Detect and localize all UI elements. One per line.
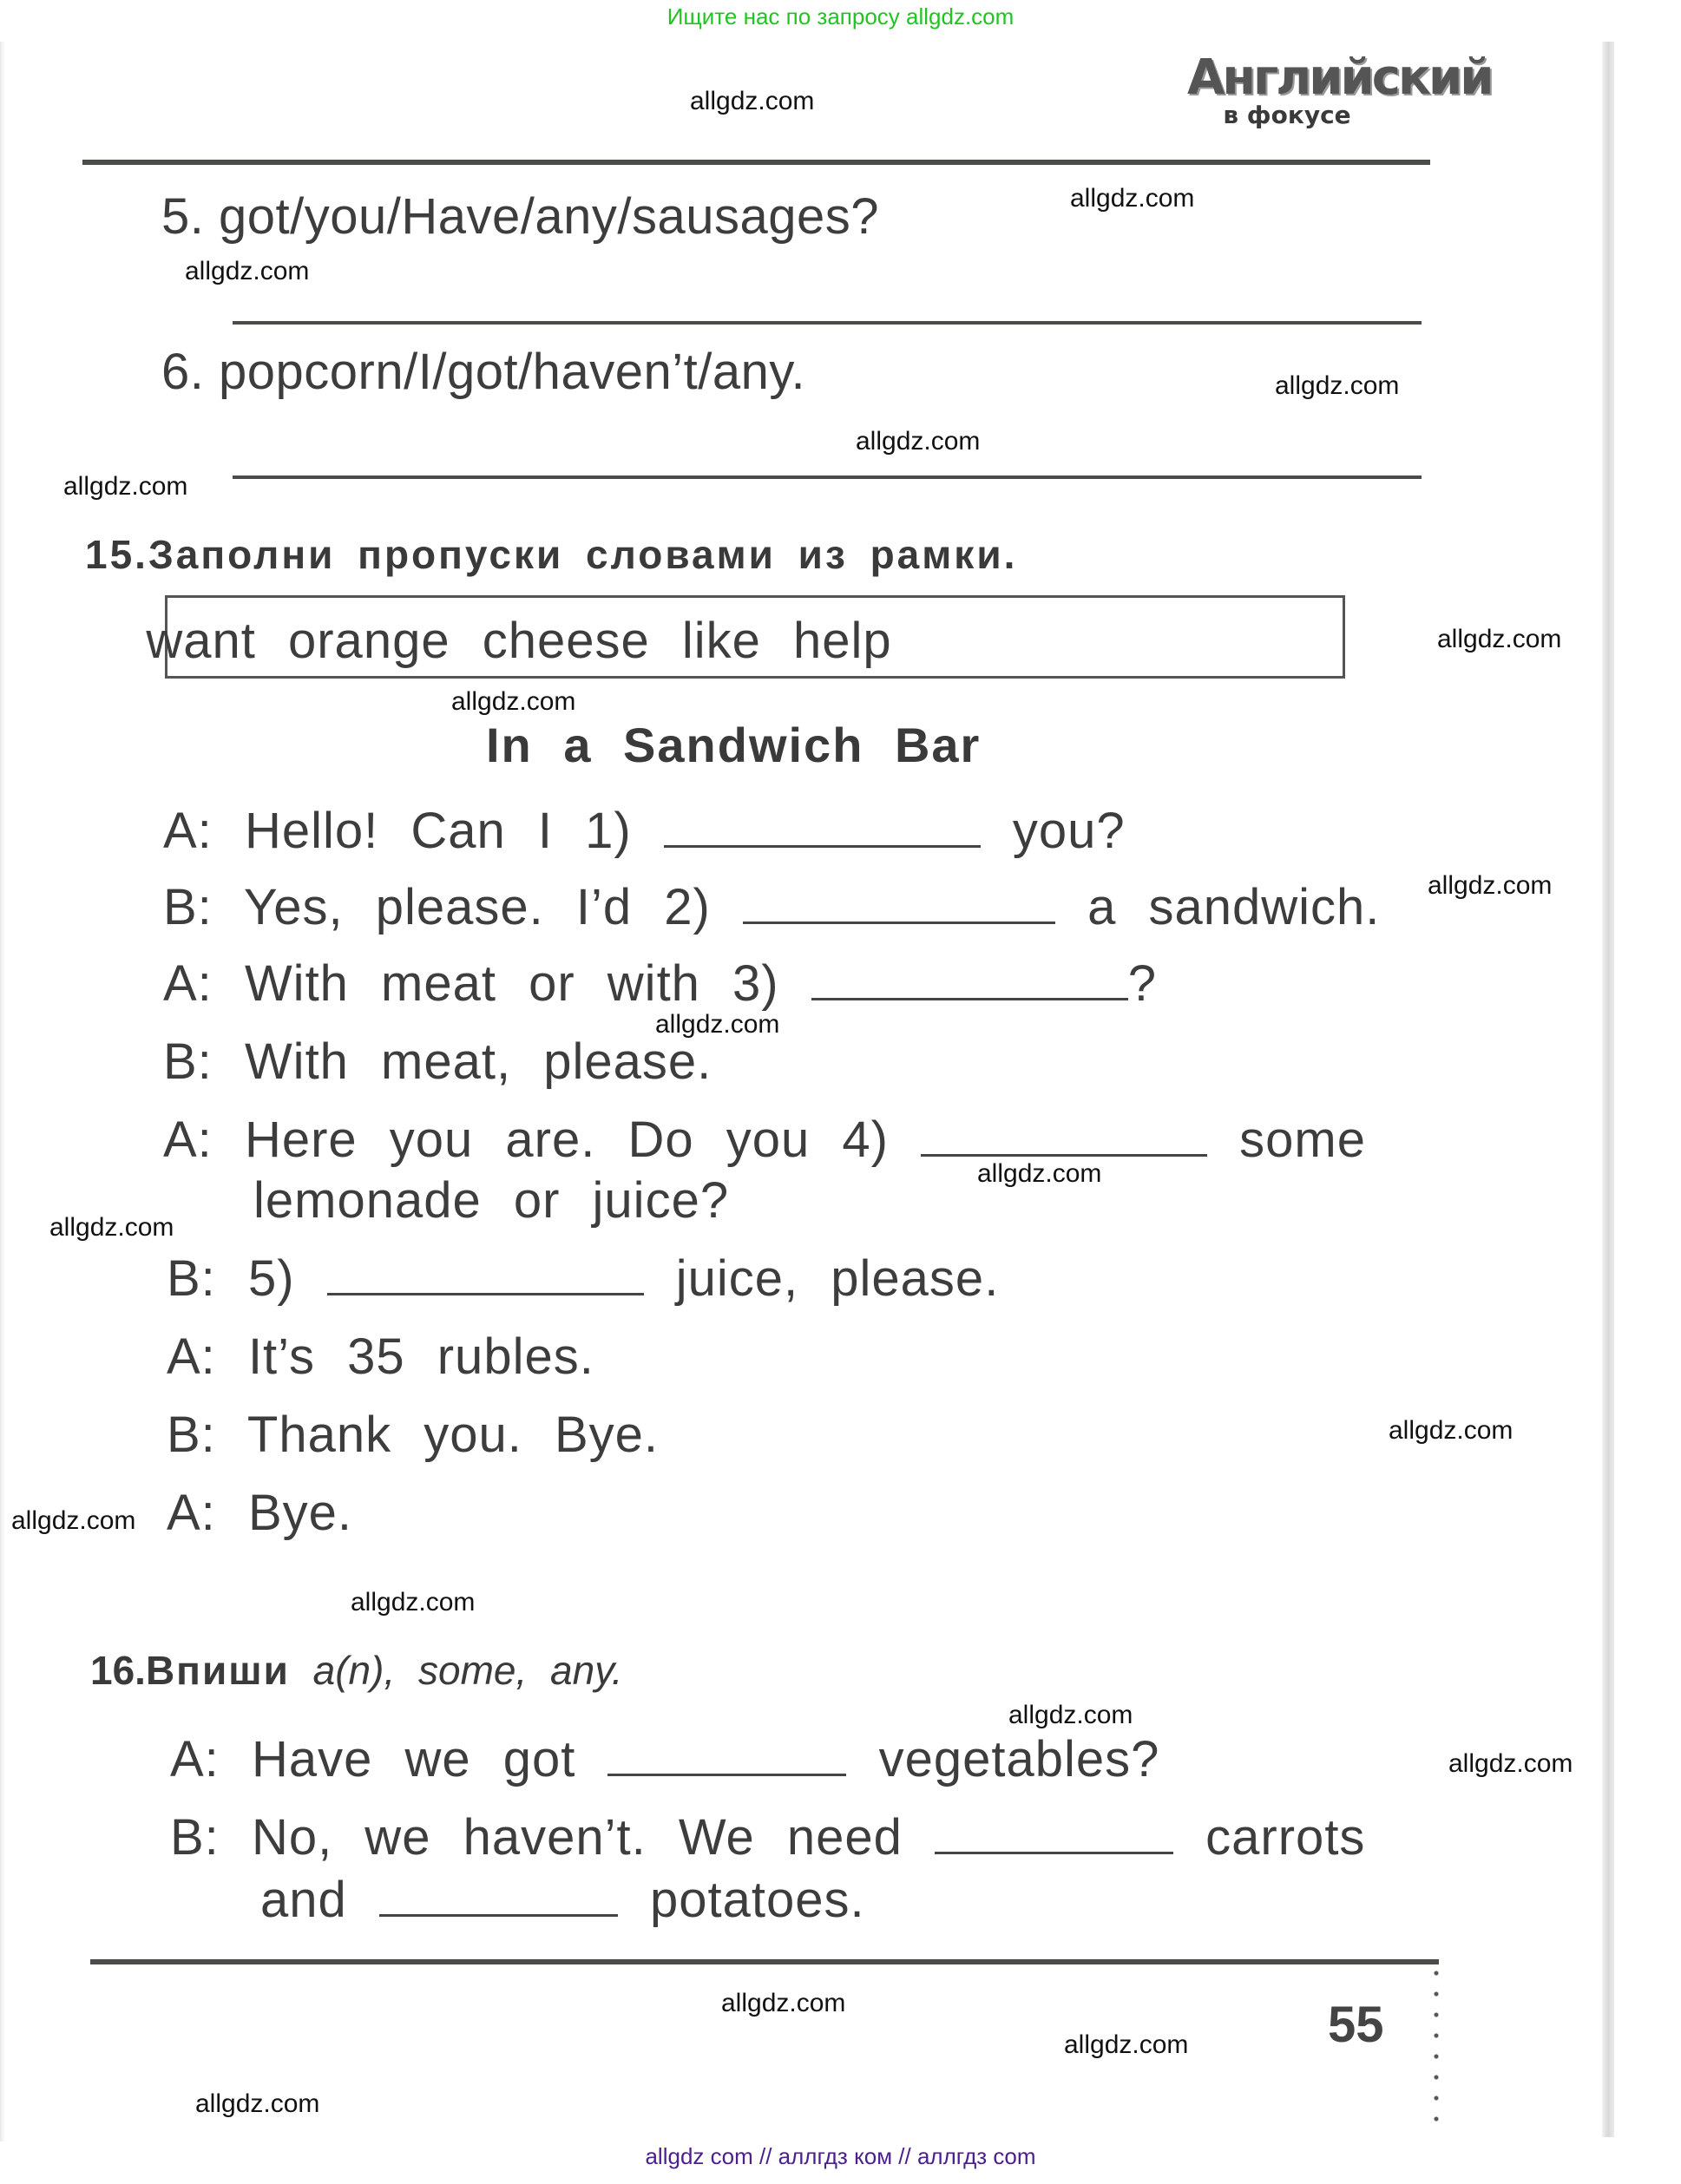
watermark[interactable]: allgdz.com [1008, 1701, 1133, 1729]
word-box [146, 595, 1345, 679]
exercise-options: a(n), some, any. [312, 1648, 623, 1693]
watermark[interactable]: allgdz.com [1428, 871, 1553, 900]
dialog-line-5 [163, 1111, 1366, 1169]
answer-line-6[interactable] [233, 475, 1422, 479]
line-text: 5) [247, 1250, 295, 1307]
watermark[interactable]: allgdz.com [195, 2089, 320, 2118]
line-text: With meat or with 3) [244, 955, 779, 1012]
line-text: Bye. [247, 1485, 352, 1541]
blank-3[interactable] [811, 998, 1128, 1000]
footer-rule [90, 1959, 1439, 1964]
watermark[interactable]: allgdz.com [11, 1506, 136, 1535]
line-text: vegetables? [878, 1731, 1160, 1787]
task-text: got/you/Have/any/sausages? [219, 188, 880, 245]
dialog-line-9 [167, 1484, 352, 1542]
speaker-label: B: [163, 879, 213, 935]
dialog-line-1 [163, 802, 1126, 860]
exercise-16-heading [90, 1647, 623, 1694]
watermark[interactable]: allgdz.com [451, 687, 576, 716]
watermark[interactable]: allgdz.com [721, 1989, 846, 2017]
watermark[interactable]: allgdz.com [49, 1213, 174, 1242]
dialog-line-3 [163, 954, 1157, 1013]
page-number: 55 [1328, 1997, 1384, 2053]
exercise-number: 16. [90, 1648, 146, 1693]
line-text: No, we haven’t. We need [251, 1809, 903, 1866]
answer-line-5[interactable] [233, 321, 1422, 325]
book-logo [1187, 49, 1492, 129]
dialog-line-6 [167, 1249, 999, 1308]
ex16-blank-2[interactable] [935, 1852, 1173, 1854]
watermark[interactable]: allgdz.com [977, 1159, 1102, 1188]
exercise-15-heading [85, 531, 1017, 578]
task-number: 6. [161, 344, 205, 400]
line-text: With meat, please. [244, 1033, 712, 1090]
logo-subtitle: в фокусе [1223, 101, 1351, 129]
line-text: ? [1127, 955, 1158, 1012]
exercise-instruction: Впиши [145, 1648, 290, 1693]
watermark[interactable]: allgdz.com [1448, 1749, 1573, 1778]
watermark[interactable]: allgdz.com [856, 427, 981, 456]
blank-5[interactable] [327, 1293, 644, 1295]
speaker-label: B: [163, 1033, 213, 1090]
watermark[interactable]: allgdz.com [63, 472, 188, 501]
blank-1[interactable] [664, 845, 981, 848]
blank-2[interactable] [743, 921, 1055, 924]
watermark[interactable]: allgdz.com [1389, 1416, 1514, 1445]
dialog-line-7 [167, 1328, 594, 1386]
exercise-instruction: Заполни пропуски словами из рамки. [148, 532, 1018, 577]
line-text: Thank you. Bye. [246, 1407, 660, 1463]
line-text: and [260, 1872, 347, 1928]
ex16-line-1 [170, 1730, 1159, 1788]
speaker-label: A: [163, 803, 213, 859]
speaker-label: A: [163, 1112, 213, 1168]
header-rule [82, 160, 1430, 165]
task-item-6 [161, 343, 805, 401]
ex16-line-3 [260, 1871, 865, 1929]
task-text: popcorn/I/got/haven’t/any. [219, 344, 806, 400]
line-text: juice, please. [675, 1250, 1000, 1307]
watermark[interactable]: allgdz.com [1070, 184, 1195, 213]
task-number: 5. [161, 188, 205, 245]
task-item-5 [161, 187, 879, 246]
speaker-label: A: [167, 1485, 216, 1541]
speaker-label: B: [167, 1250, 216, 1307]
dialog-line-5-continuation: lemonade or juice? [253, 1172, 730, 1229]
speaker-label: A: [163, 955, 213, 1012]
line-text: Yes, please. I’d 2) [243, 879, 711, 935]
watermark[interactable]: allgdz.com [690, 87, 815, 115]
blank-4[interactable] [921, 1154, 1207, 1157]
line-text: Have we got [251, 1731, 576, 1787]
line-text: a sandwich. [1087, 879, 1381, 935]
word-box-words: want orange cheese like help [146, 613, 892, 669]
watermark[interactable]: allgdz.com [1437, 625, 1562, 653]
watermark[interactable]: allgdz.com [1064, 2030, 1189, 2059]
exercise-number: 15. [85, 532, 148, 577]
page-edge-right [1602, 42, 1614, 2137]
line-text: potatoes. [650, 1872, 865, 1928]
dialog-line-8 [167, 1406, 659, 1464]
line-text: carrots [1205, 1809, 1366, 1866]
perforation-dots [1434, 1963, 1439, 2136]
speaker-label: B: [170, 1809, 220, 1866]
top-banner[interactable]: Ищите нас по запросу allgdz.com [666, 3, 1015, 30]
line-text: Here you are. Do you 4) [244, 1112, 889, 1168]
speaker-label: A: [167, 1328, 216, 1385]
line-text: It’s 35 rubles. [247, 1328, 594, 1385]
watermark[interactable]: allgdz.com [1275, 371, 1400, 400]
watermark[interactable]: allgdz.com [185, 257, 310, 285]
watermark[interactable]: allgdz.com [655, 1010, 780, 1039]
ex16-line-2 [170, 1808, 1365, 1866]
line-text: you? [1012, 803, 1126, 859]
page-edge-left [0, 42, 5, 2141]
dialog-title: In a Sandwich Bar [486, 718, 982, 772]
logo-title: Английский [1187, 49, 1492, 106]
ex16-blank-1[interactable] [607, 1774, 846, 1776]
dialog-line-2 [163, 878, 1380, 936]
line-text: Hello! Can I 1) [244, 803, 632, 859]
speaker-label: B: [167, 1407, 216, 1463]
watermark[interactable]: allgdz.com [351, 1588, 476, 1617]
bottom-banner[interactable]: allgdz com // аллгдз ком // аллгдз com [645, 2143, 1036, 2169]
ex16-blank-3[interactable] [379, 1914, 618, 1917]
line-text: some [1239, 1112, 1366, 1168]
dialog-line-4 [163, 1033, 712, 1091]
speaker-label: A: [170, 1731, 220, 1787]
